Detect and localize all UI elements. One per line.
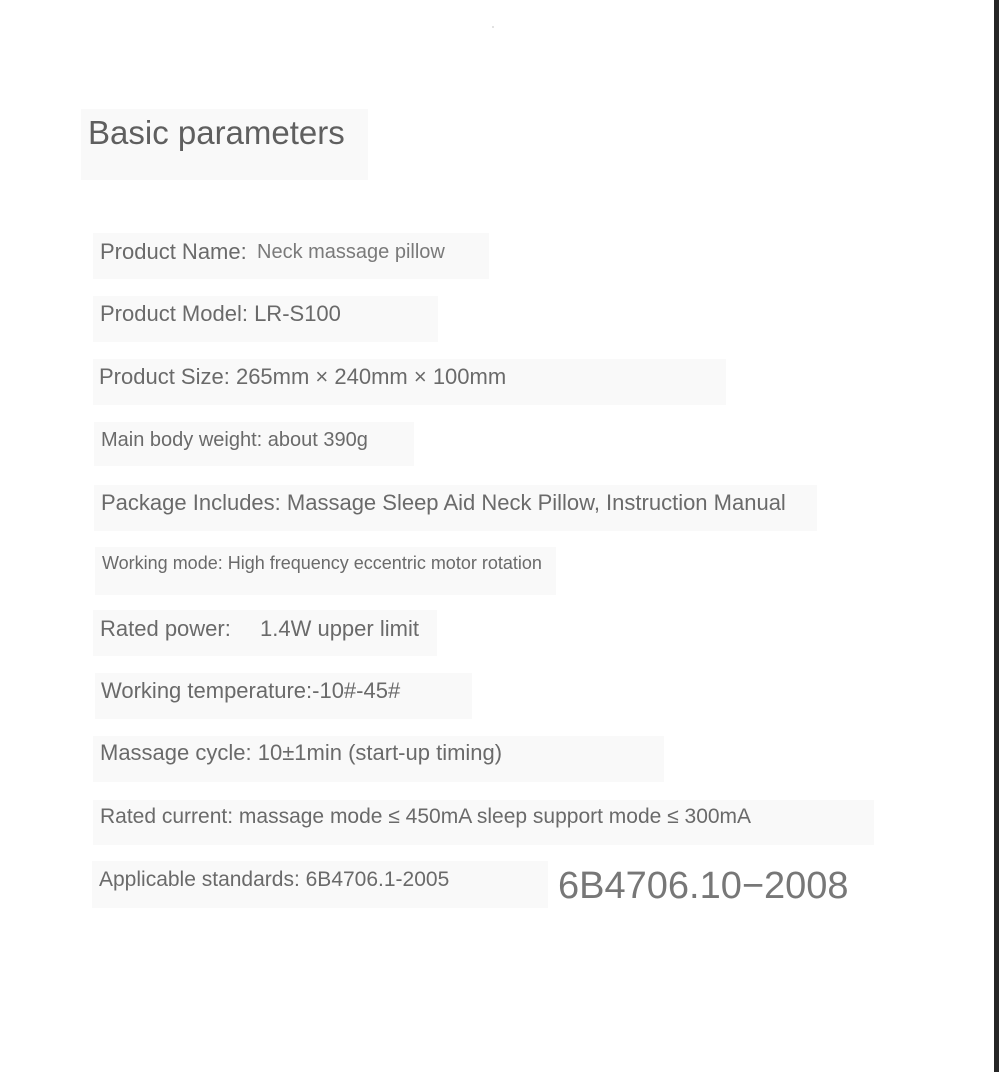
- param-main-body-weight: [94, 422, 414, 466]
- param-rated-power-value: 1.4W upper limit: [260, 616, 419, 641]
- param-package-includes-text: Package Includes: Massage Sleep Aid Neck Pillow, Instruction Manual: [101, 490, 786, 515]
- param-package-includes: [94, 485, 817, 531]
- param-rated-current: [93, 800, 874, 845]
- param-product-model: [93, 296, 438, 342]
- param-rated-power: [93, 610, 437, 656]
- param-product-name-value: Neck massage pillow: [257, 241, 445, 263]
- param-working-temperature-text: Working temperature:-10#-45#: [101, 678, 401, 703]
- param-working-mode-text: Working mode: High frequency eccentric motor rotation: [102, 553, 542, 573]
- param-massage-cycle-text: Massage cycle: 10±1min (start-up timing): [100, 740, 503, 765]
- page-title: Basic parameters: [88, 114, 345, 151]
- param-main-body-weight-text: Main body weight: about 390g: [101, 429, 368, 451]
- param-massage-cycle: [93, 736, 664, 782]
- param-product-size-text: Product Size: 265mm × 240mm × 100mm: [99, 364, 507, 389]
- param-applicable-standards-text: Applicable standards: 6B4706.1-2005: [99, 868, 450, 891]
- param-product-size: [93, 359, 726, 405]
- param-working-mode: [95, 547, 556, 595]
- param-applicable-standards: [92, 861, 548, 908]
- param-product-name: [93, 233, 489, 279]
- param-rated-power-label: Rated power:: [100, 616, 231, 641]
- param-product-model-text: Product Model: LR-S100: [100, 301, 341, 326]
- page-dot: [492, 26, 494, 28]
- right-edge-bar: [994, 0, 999, 1072]
- param-product-name-label: Product Name:: [100, 239, 247, 264]
- param-working-temperature: [95, 673, 472, 719]
- param-rated-current-text: Rated current: massage mode ≤ 450mA sleep support mode ≤ 300mA: [100, 805, 752, 828]
- param-second-standard: 6B4706.10−2008: [558, 865, 849, 907]
